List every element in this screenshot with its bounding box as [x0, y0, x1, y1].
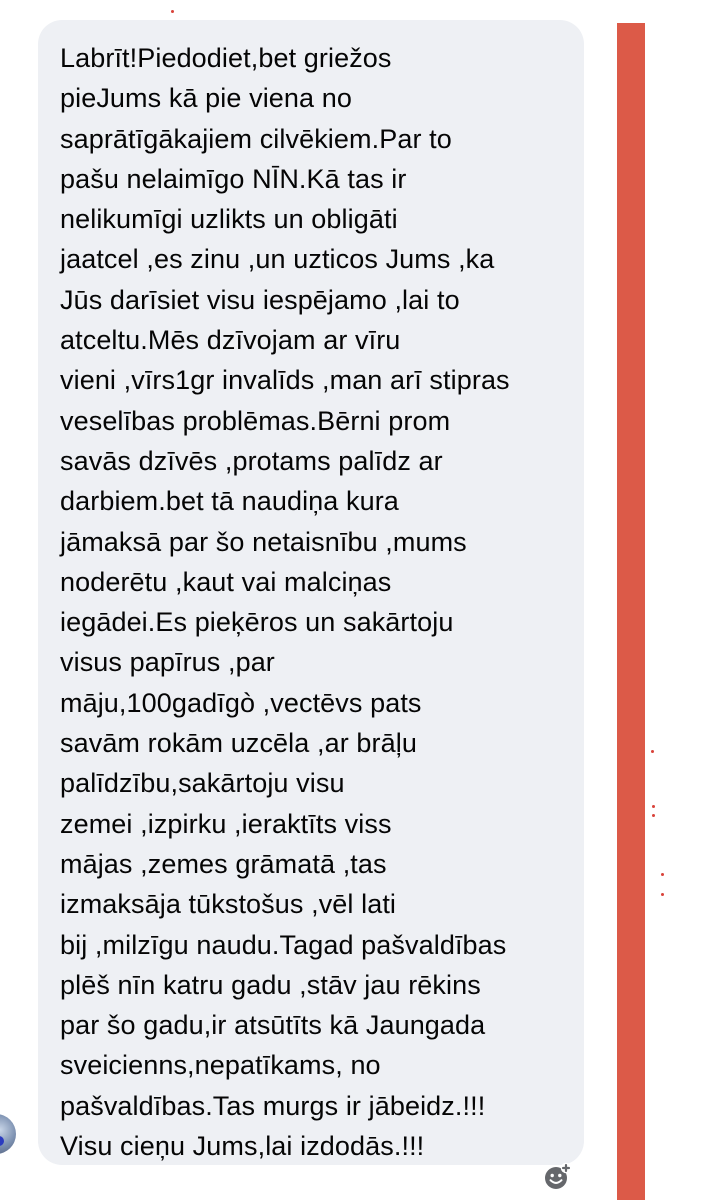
artifact-speck	[652, 814, 655, 817]
artifact-speck	[661, 893, 664, 896]
message-bubble[interactable]	[38, 20, 584, 1165]
artifact-speck	[652, 805, 655, 808]
sender-avatar[interactable]	[0, 1114, 16, 1154]
add-reaction-button[interactable]	[540, 1160, 574, 1194]
add-reaction-smiley-icon	[542, 1162, 572, 1192]
artifact-speck	[661, 873, 664, 876]
artifact-speck	[651, 750, 654, 753]
side-accent-bar	[617, 23, 645, 1200]
artifact-dot	[171, 10, 174, 13]
message-text: Labrīt!Piedodiet,bet griežos pieJums kā pie viena no saprātīgākajiem cilvēkiem.Par to pašu nelaimīgo NĪN.Kā tas ir nelikumīgi uzlikts un obligāti jaatcel ,es zinu ,un uzticos Jums ,ka Jūs darīsiet visu iespējamo ,lai to atceltu.Mēs dzīvojam ar vīru vieni ,vīrs1gr invalīds ,man arī stipras veselības problēmas.Bērni prom savās dzīvēs ,protams palīdz ar darbiem.bet tā naudiņa kura jāmaksā par šo netaisnību ,mums noderētu ,kaut vai malciņas iegādei.Es pieķēros un sakārtoju visus papīrus ,par māju,100gadīgò ,vectēvs pats savām rokām uzcēla ,ar brāļu palīdzību,sakārtoju visu zemei ,izpirku ,ieraktīts viss mājas ,zemes grāmatā ,tas izmaksāja tūkstošus ,vēl lati bij ,milzīgu naudu.Tagad pašvaldības plēš nīn katru gadu ,stāv jau rēkins par šo gadu,ir atsūtīts kā Jaungada sveicienns,nepatīkams, no pašvaldības.Tas murgs ir jābeidz.!!! Visu cieņu Jums,lai izdodās.!!!	[60, 43, 510, 1162]
